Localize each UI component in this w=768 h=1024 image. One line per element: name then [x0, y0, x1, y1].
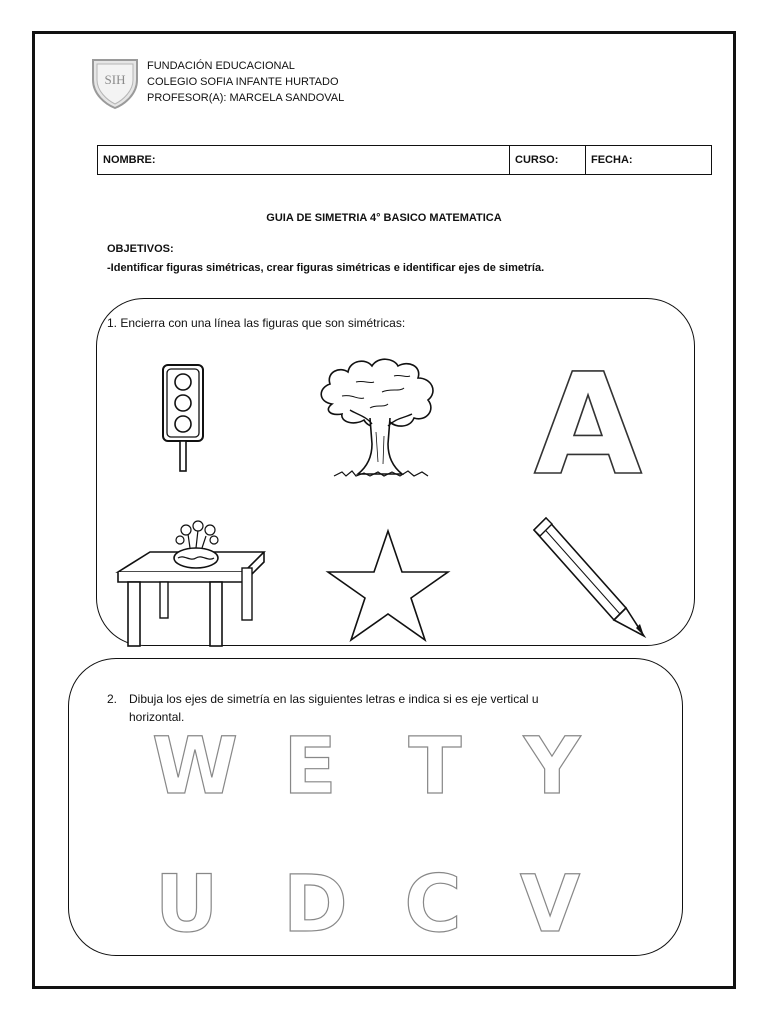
- header-line-foundation: FUNDACIÓN EDUCACIONAL: [147, 60, 295, 72]
- letter-a-figure[interactable]: A: [533, 344, 643, 507]
- traffic-light-figure[interactable]: [160, 362, 206, 474]
- letter-v[interactable]: V: [519, 860, 581, 950]
- header-line-teacher: PROFESOR(A): MARCELA SANDOVAL: [147, 92, 345, 104]
- letter-u[interactable]: U: [155, 860, 219, 950]
- question1-text: 1. Encierra con una línea las figuras que son simétricas:: [107, 316, 406, 330]
- worksheet-title: GUIA DE SIMETRIA 4° BASICO MATEMATICA: [266, 212, 502, 224]
- star-figure[interactable]: [324, 528, 452, 642]
- letter-y[interactable]: Y: [523, 722, 581, 812]
- student-info-table: [97, 145, 712, 175]
- objectives-text: -Identificar figuras simétricas, crear figuras simétricas e identificar ejes de simetría.: [107, 262, 545, 274]
- date-field[interactable]: FECHA:: [585, 146, 711, 174]
- header-line-school: COLEGIO SOFIA INFANTE HURTADO: [147, 76, 339, 88]
- crest-text: SIH: [104, 72, 126, 87]
- question2-line1: Dibuja los ejes de simetría en las siguientes letras e indica si es eje vertical u: [129, 692, 539, 706]
- course-field[interactable]: CURSO:: [509, 146, 585, 174]
- school-crest-icon: [87, 54, 143, 110]
- letter-w[interactable]: W: [152, 722, 239, 812]
- letter-d[interactable]: D: [283, 860, 348, 950]
- letter-c[interactable]: C: [404, 860, 462, 950]
- letter-t[interactable]: T: [408, 722, 462, 812]
- school-header: [147, 58, 344, 106]
- question2-text: [107, 690, 539, 726]
- pencil-figure[interactable]: [530, 514, 648, 640]
- name-field[interactable]: NOMBRE:: [103, 154, 156, 166]
- question2-line2: horizontal.: [129, 710, 185, 724]
- objectives-label: OBJETIVOS:: [107, 243, 174, 255]
- tree-figure[interactable]: [312, 352, 448, 484]
- letter-e[interactable]: E: [283, 722, 337, 812]
- table-with-vase-figure[interactable]: [114, 516, 270, 648]
- question2-number: 2.: [107, 692, 118, 706]
